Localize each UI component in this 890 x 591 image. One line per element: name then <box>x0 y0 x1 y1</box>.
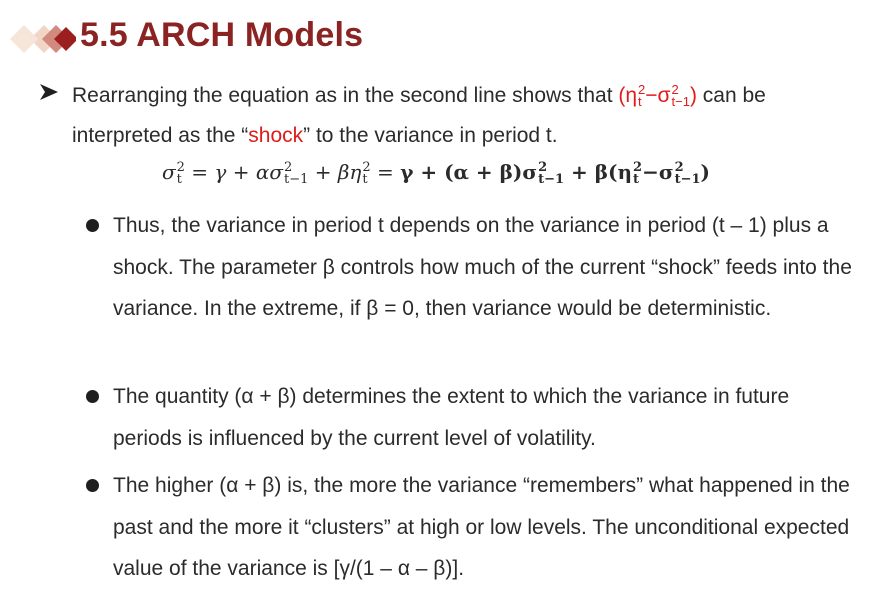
diamond-logo-icon <box>6 17 76 61</box>
bullet-dot-icon <box>86 479 99 492</box>
bullet-dot-icon <box>86 390 99 403</box>
bullet-text: The quantity (α + β) determines the extent to which the variance in future periods is influenced by the current level of volatility. <box>113 385 790 450</box>
intro-text-after: can be interpreted as the “ <box>72 84 766 147</box>
shock-word: shock <box>248 124 304 147</box>
arrow-bullet-icon <box>38 82 60 102</box>
bullet-text: Thus, the variance in period t depends on the variance in period (t – 1) plus a shock. The parameter β controls how much of the current “shock” feeds into the variance. In the extreme, if β = 0, then variance would be deterministic. <box>113 214 852 320</box>
intro-text-before: Rearranging the equation as in the second line shows that <box>72 84 619 107</box>
garch-equation: σ 2 t = γ + ασ 2 t−1 + βη 2 t = γ + (α + β)σ 2 t−1 + β(η 2 t −σ 2 t−1 ) <box>162 159 711 187</box>
bullet-text: The higher (α + β) is, the more the variance “remembers” what happened in the past and the more it “clusters” at high or low levels. The unconditional expected value of the variance is [γ/(1 – α – β)]. <box>113 474 850 580</box>
slide-title: 5.5 ARCH Models <box>80 16 364 54</box>
shock-expression: (η 2 t −σ 2 t−1 ) <box>618 82 697 110</box>
intro-text-end: ” to the variance in period t. <box>303 124 558 147</box>
intro-paragraph <box>72 76 872 156</box>
bullet-dot-icon <box>86 219 99 232</box>
